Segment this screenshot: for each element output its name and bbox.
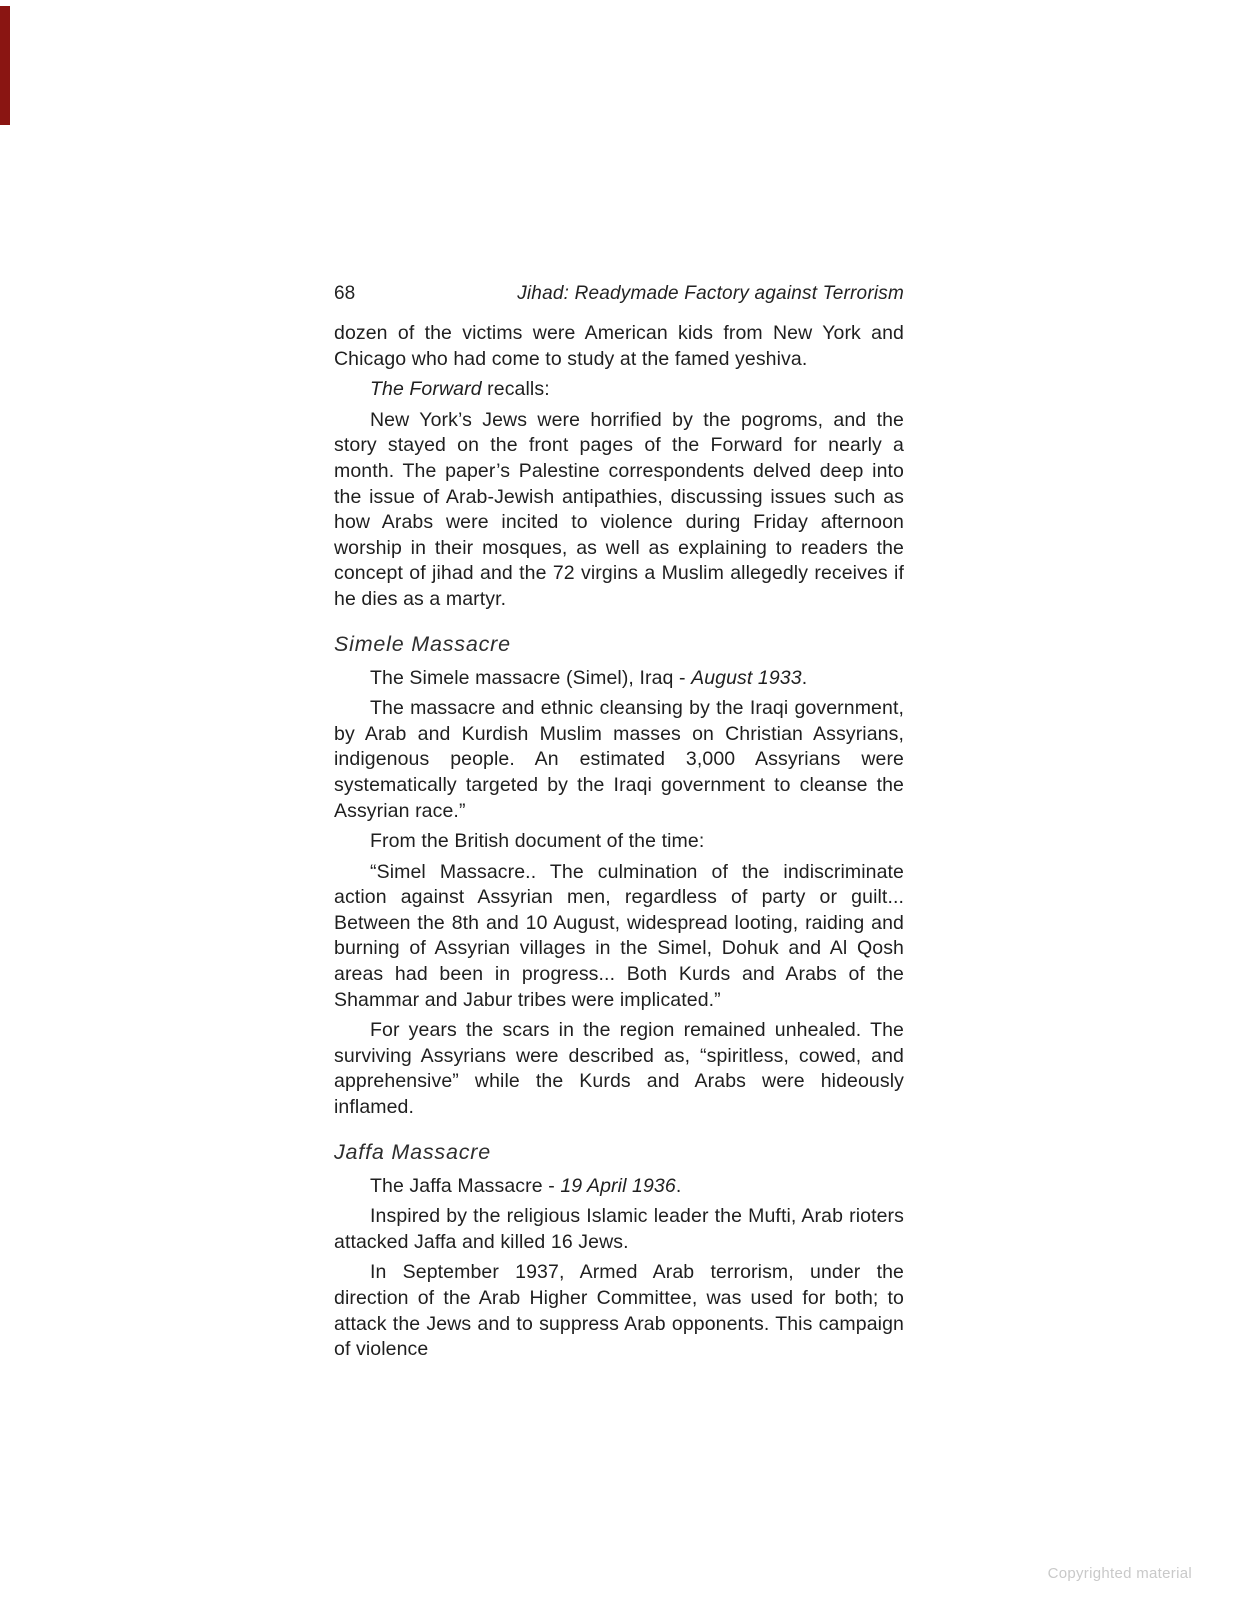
paragraph-september: In September 1937, Armed Arab terrorism, under the direction of the Arab Higher Committee, was used for both; to attack the Jews and to suppress Arab opponents. This campaign of violence [334, 1261, 904, 1361]
paragraph-forward [334, 377, 904, 403]
page-header [334, 283, 904, 305]
jaffa-date-lead: The Jaffa Massacre - [370, 1174, 561, 1197]
paragraph-intro: dozen of the victims were American kids from New York and Chicago who had come to study at the famed yeshiva. [334, 322, 904, 370]
simele-date-italic: August 1933 [691, 666, 802, 689]
jaffa-date-italic: 19 April 1936 [560, 1174, 676, 1197]
forward-title-italic: The Forward [370, 378, 482, 401]
running-title: Jihad: Readymade Factory against Terrorism [517, 283, 904, 304]
section-heading-jaffa: Jaffa Massacre [334, 1139, 491, 1164]
paragraph-years: For years the scars in the region remained unhealed. The surviving Assyrians were described as, “spiritless, cowed, and apprehensive” while the Kurds and Arabs were hideously inflamed. [334, 1019, 904, 1119]
forward-rest: recalls: [481, 378, 550, 401]
section-heading-simele: Simele Massacre [334, 631, 511, 656]
page-content [334, 283, 904, 1368]
simele-date-lead: The Simele massacre (Simel), Iraq - [370, 666, 692, 689]
paragraph-jaffa-date [334, 1174, 904, 1200]
simele-date-end: . [801, 666, 808, 689]
scan-edge-artifact [0, 6, 10, 125]
paragraph-british: From the British document of the time: [370, 830, 705, 853]
paragraph-simele-date [334, 666, 904, 692]
paragraph-new-york: New York’s Jews were horrified by the pogroms, and the story stayed on the front pages of the Forward for nearly a month. The paper’s Palestine correspondents delved deep into the issue of Arab-Jewish antipathies, discussing issues such as how Arabs were incited to violence during Friday afternoon worship in their mosques, as well as explaining to readers the concept of jihad and the 72 virgins a Muslim allegedly receives if he dies as a martyr. [334, 408, 904, 610]
jaffa-date-end: . [675, 1174, 682, 1197]
paragraph-massacre: The massacre and ethnic cleansing by the Iraqi government, by Arab and Kurdish Muslim masses on Christian Assyrians, indigenous people. An estimated 3,000 Assyrians were systematically targeted by the Iraqi government to cleanse the Assyrian race.” [334, 697, 904, 822]
copyright-watermark: Copyrighted material [1047, 1565, 1192, 1582]
paragraph-inspired: Inspired by the religious Islamic leader the Mufti, Arab rioters attacked Jaffa and killed 16 Jews. [334, 1205, 904, 1253]
paragraph-quote: “Simel Massacre.. The culmination of the indiscriminate action against Assyrian men, regardless of party or guilt... Between the 8th and 10 August, widespread looting, raiding and burning of Assyrian villages in the Simel, Dohuk and Al Qosh areas had been in progress... Both Kurds and Arabs of the Shammar and Jabur tribes were implicated.” [334, 860, 904, 1011]
page-number: 68 [334, 283, 356, 304]
